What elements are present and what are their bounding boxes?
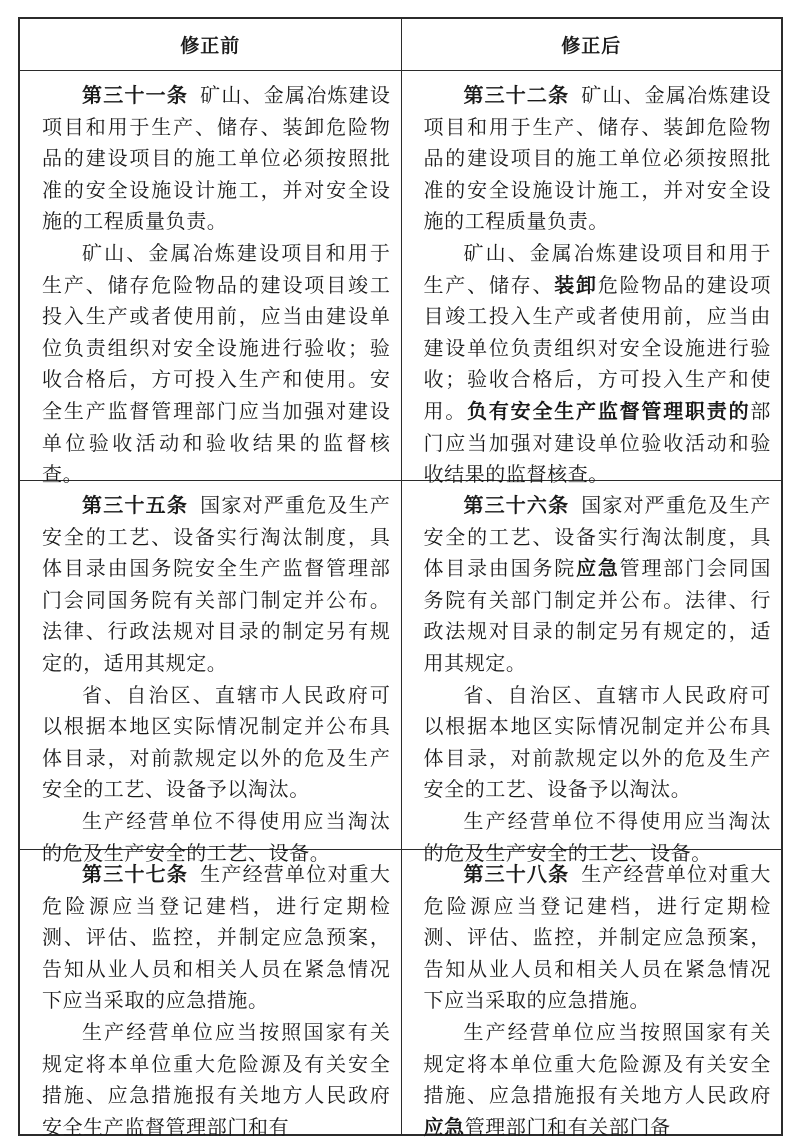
paragraph-text: 省、自治区、直辖市人民政府可以根据本地区实际情况制定并公布具体目录，对前款规定以外的危及生产安全的工艺、设备予以淘汰。: [42, 682, 391, 802]
amended-text: 负有安全生产监督管理职责的: [467, 398, 751, 423]
paragraph-text: 生产经营单位对重大危险源应当登记建档，进行定期检测、评估、监控，并制定应急预案，告知从业人员和相关人员在紧急情况下应当采取的应急措施。: [42, 862, 391, 1013]
paragraph-text: 矿山、金属冶炼建设项目和用于生产、储存、装卸危险物品的建设项目的施工单位必须按照批准的安全设施设计施工，并对安全设施的工程质量负责。: [42, 83, 391, 234]
cell-before: [20, 71, 401, 487]
header-after: 修正后: [401, 19, 782, 70]
cell-after: [401, 481, 782, 865]
table-row: [20, 70, 781, 487]
table-row: [20, 480, 781, 865]
paragraph-text: 生产经营单位不得使用应当淘汰的危及生产安全的工艺、设备。: [423, 808, 771, 865]
table-row: [20, 849, 781, 1139]
paragraph-text: 生产经营单位应当按照国家有关规定将本单位重大危险源及有关安全措施、应急措施报有关地方人民政府: [423, 1019, 771, 1108]
article-number: 第三十一条: [82, 83, 189, 107]
paragraph-text: 管理部门会同国务院有关部门制定并公布。法律、行政法规对目录的制定另有规定的，适用其规定。: [423, 556, 772, 675]
comparison-table: [18, 17, 783, 1139]
cell-after: [401, 71, 782, 487]
article-number: 第三十八条: [463, 862, 570, 886]
paragraph: [424, 490, 772, 680]
paragraph-text: 国家对严重危及生产安全的工艺、设备实行淘汰制度，具体目录由国务院安全生产监督管理部门会同国务院有关部门制定并公布。法律、行政法规对目录的制定另有规定的，适用其规定。: [42, 493, 391, 675]
paragraph: [42, 490, 391, 680]
paragraph-text: 生产经营单位对重大危险源应当登记建档，进行定期检测、评估、监控，并制定应急预案，告知从业人员和相关人员在紧急情况下应当采取的应急措施。: [423, 862, 771, 1013]
paragraph-text: 生产经营单位应当按照国家有关规定将本单位重大危险源及有关安全措施、应急措施报有关地方人民政府安全生产监督管理部门和有: [42, 1019, 391, 1139]
amended-text: 装卸: [554, 272, 598, 297]
paragraph: [42, 80, 391, 238]
article-number: 第三十五条: [82, 493, 189, 517]
table-header-row: [20, 19, 781, 70]
article-number: 第三十七条: [82, 862, 189, 886]
paragraph-text: 管理部门和有关部门备: [464, 1114, 671, 1139]
paragraph-text: 部门应当加强对建设单位验收活动和验收结果的监督核查。: [423, 398, 771, 487]
paragraph: [42, 859, 391, 1017]
paragraph-text: 国家对严重危及生产安全的工艺、设备实行淘汰制度，具体目录由国务院: [423, 493, 771, 581]
amended-text: 应急: [423, 1114, 465, 1139]
paragraph-text: 危险物品的建设项目竣工投入生产或者使用前，应当由建设单位负责组织对安全设施进行验收；验收合格后，方可投入生产和使用。: [423, 272, 771, 423]
paragraph: [424, 80, 772, 238]
cell-before: [20, 850, 401, 1139]
article-number: 第三十二条: [463, 83, 570, 107]
amended-text: 应急: [576, 556, 620, 581]
paragraph-text: 矿山、金属冶炼建设项目和用于生产、储存、: [423, 240, 771, 297]
paragraph: [424, 1017, 772, 1143]
paragraph-text: 矿山、金属冶炼建设项目和用于生产、储存、装卸危险物品的建设项目的施工单位必须按照批准的安全设施设计施工，并对安全设施的工程质量负责。: [423, 83, 771, 234]
article-number: 第三十六条: [463, 493, 570, 517]
header-before: 修正前: [180, 35, 241, 57]
paragraph-text: 省、自治区、直辖市人民政府可以根据本地区实际情况制定并公布具体目录，对前款规定以外的危及生产安全的工艺、设备予以淘汰。: [423, 682, 771, 802]
paragraph: [424, 859, 772, 1017]
cell-before: [20, 481, 401, 865]
paragraph-text: 矿山、金属冶炼建设项目和用于生产、储存危险物品的建设项目竣工投入生产或者使用前，应当由建设单位负责组织对安全设施进行验收；验收合格后，方可投入生产和使用。安全生产监督管理部门应当加强对建设单位验收活动和验收结果的监督核查。: [42, 240, 391, 487]
paragraph-text: 生产经营单位不得使用应当淘汰的危及生产安全的工艺、设备。: [42, 808, 391, 865]
paragraph: [424, 238, 772, 491]
cell-after: [401, 850, 782, 1139]
